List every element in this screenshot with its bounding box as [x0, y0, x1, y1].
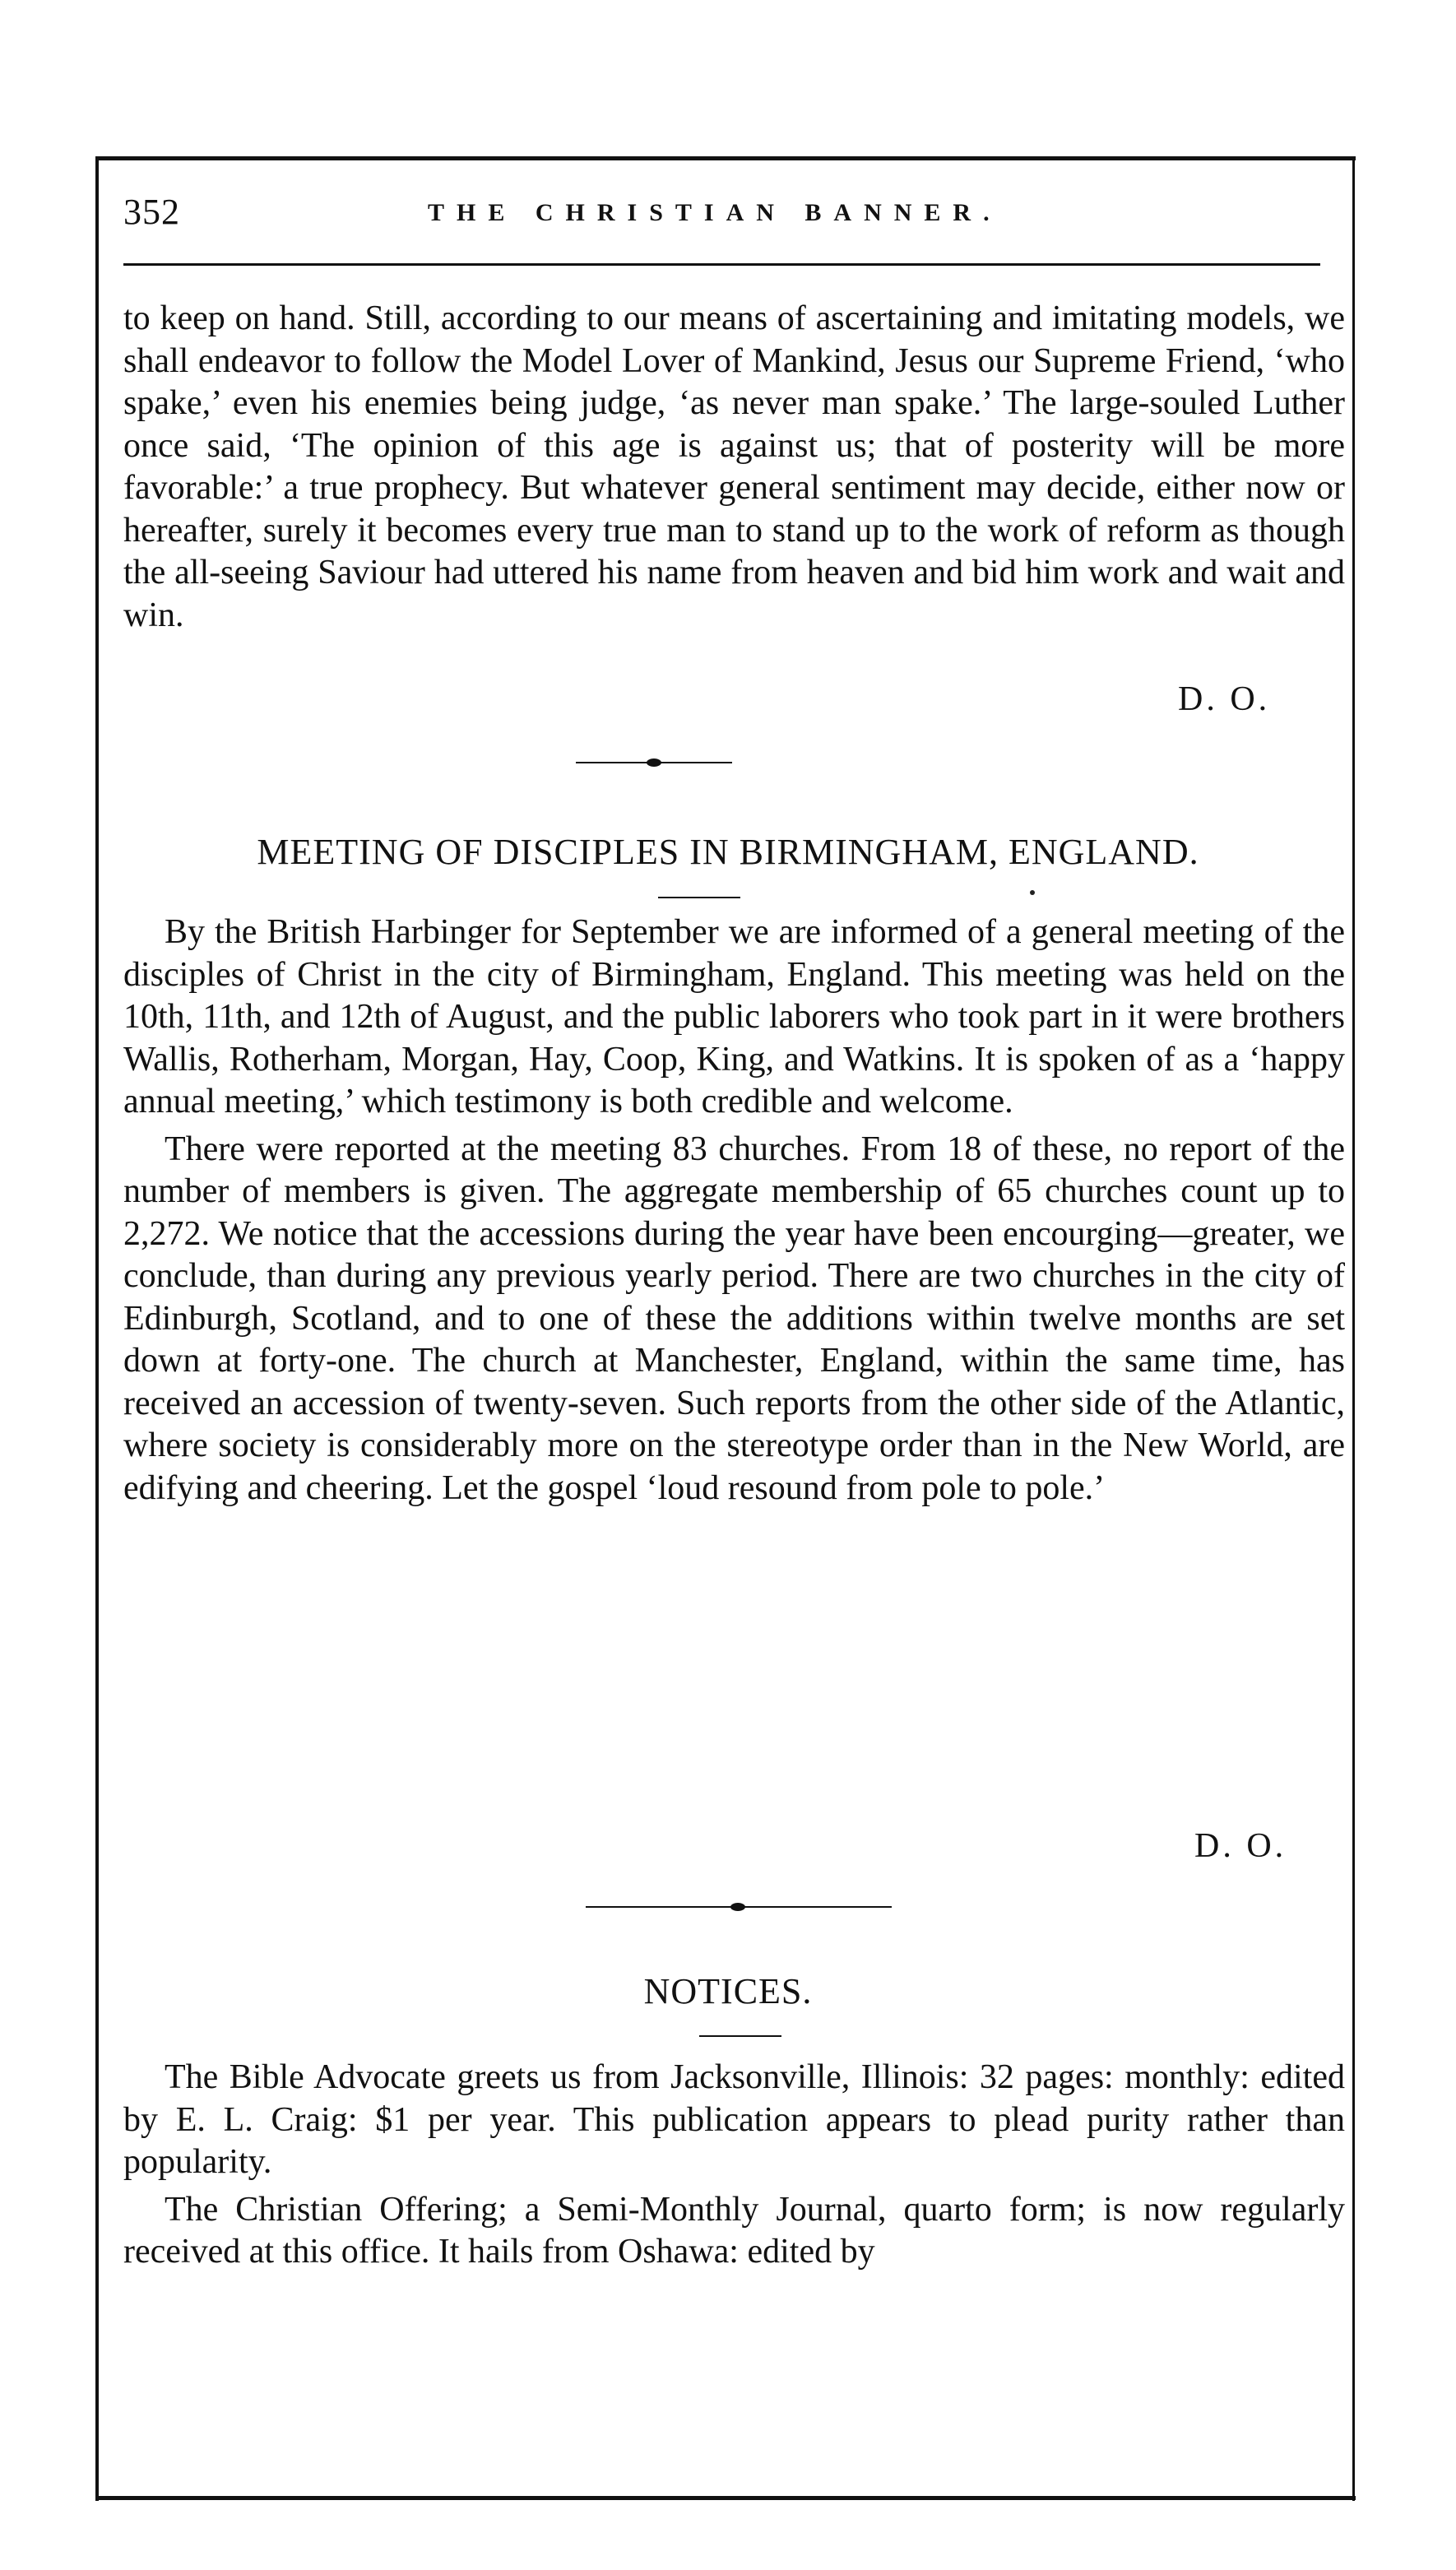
header-rule	[123, 263, 1320, 266]
heading-underline	[658, 897, 740, 898]
notices-heading-underline	[699, 2035, 781, 2037]
running-title: THE CHRISTIAN BANNER.	[428, 199, 1002, 226]
continued-article	[123, 298, 1345, 637]
page-number: 352	[123, 192, 180, 232]
page-border-left	[95, 156, 99, 2501]
page-border-bottom	[97, 2496, 1356, 2500]
continued-paragraph: to keep on hand. Still, according to our means of ascertaining and imitating models, we shall endeavor to follow the Model Lover of Mankind, Jesus our Supreme Friend, ‘who spake,’ even his enemies being judge, ‘as never man spake.’ The large-souled Luther once said, ‘The opinion of this age is against us; that of posterity will be more favorable:’ a true prophecy. But whatever general sentiment may decide, either now or hereafter, surely it becomes every true man to stand up to the work of reform as though the all-seeing Saviour had uttered his name from heaven and bid him work and wait and win.	[123, 299, 1345, 634]
section-divider-ornament	[576, 758, 732, 767]
birmingham-paragraph-2: There were reported at the meeting 83 churches. From 18 of these, no report of the number of members is given. The aggregate membership of 65 churches count up to 2,272. We notice that the accessions during the year have been encourging—greater, we conclude, than during any previous yearly period. There are two churches in the city of Edinburgh, Scotland, and to one of these the additions within twelve months are set down at forty-one. The church at Manchester, England, within the same time, has received an accession of twenty-seven. Such reports from the other side of the Atlantic, where society is considerably more on the stereotype order than in the New World, are edifying and cheering. Let the gospel ‘loud resound from pole to pole.’	[123, 1130, 1345, 1507]
article-heading-birmingham: MEETING OF DISCIPLES IN BIRMINGHAM, ENGLAND.	[257, 832, 1199, 872]
notice-bible-advocate: The Bible Advocate greets us from Jacksonville, Illinois: 32 pages: monthly: edited by E. L. Craig: $1 per year. This publication appears to plead purity rather than popularity.	[123, 2058, 1345, 2181]
page-header	[123, 191, 1341, 240]
section-divider-ornament-2	[586, 1903, 892, 1911]
notices-section	[123, 2057, 1345, 2274]
notices-heading: NOTICES.	[643, 1971, 813, 2011]
notice-christian-offering: The Christian Offering; a Semi-Monthly Journal, quarto form; is now regularly received at this office. It hails from Oshawa: edited by	[123, 2190, 1345, 2271]
print-fleck	[1030, 890, 1035, 895]
birmingham-article	[123, 912, 1345, 1510]
page-border-right	[1352, 156, 1355, 2501]
birmingham-paragraph-1: By the British Harbinger for September we are informed of a general meeting of the disciples of Christ in the city of Birmingham, England. This meeting was held on the 10th, 11th, and 12th of August, and the public laborers who took part in it were brothers Wallis, Rotherham, Morgan, Hay, Coop, King, and Watkins. It is spoken of as a ‘happy annual meeting,’ which testimony is both credible and welcome.	[123, 913, 1345, 1120]
signature-initials-2: D. O.	[1194, 1827, 1287, 1865]
signature-initials: D. O.	[1178, 680, 1271, 718]
page-border-top	[97, 156, 1356, 160]
